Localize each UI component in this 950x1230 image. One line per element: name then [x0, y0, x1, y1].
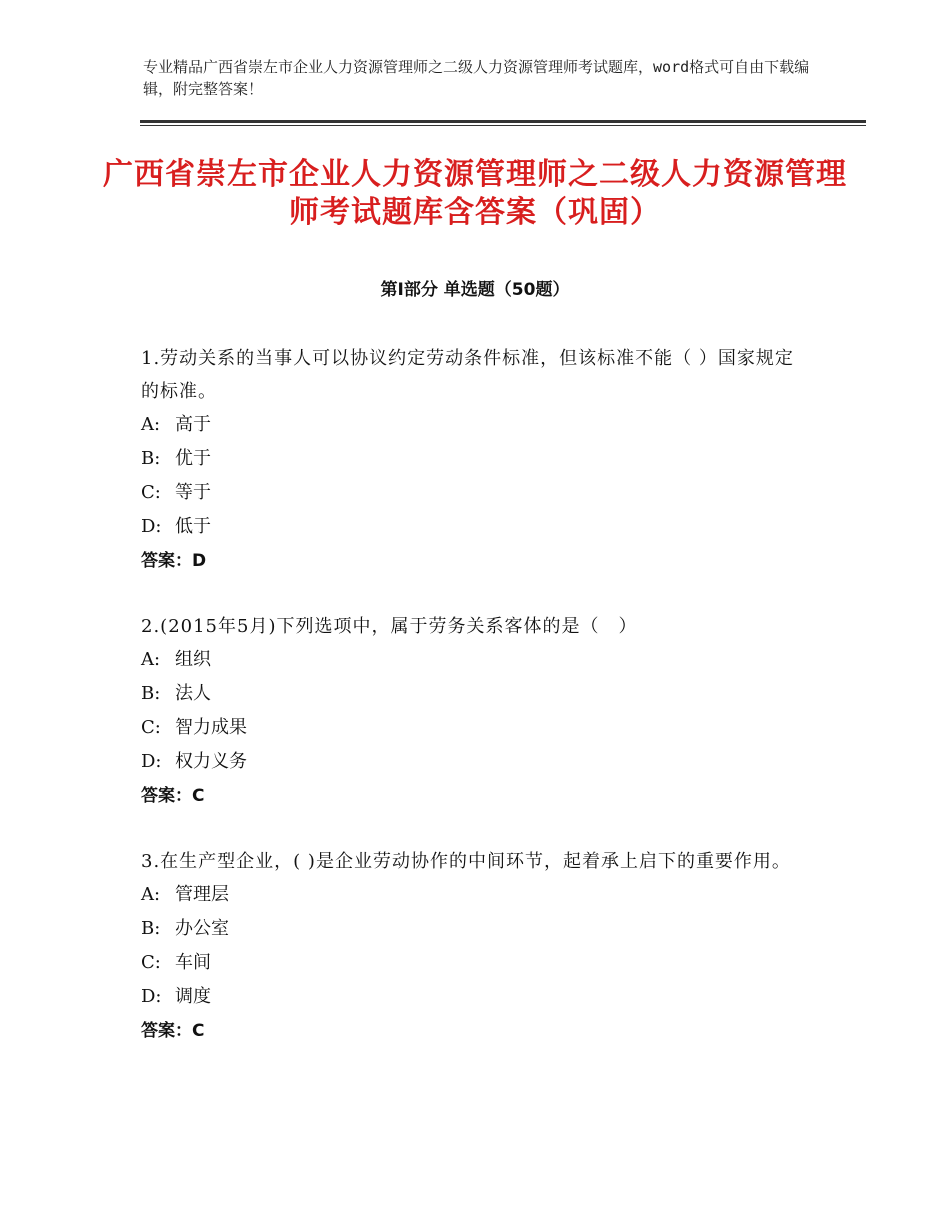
option-text: 权力义务 — [175, 751, 247, 772]
option-text: 法人 — [175, 683, 211, 704]
answer-line — [141, 544, 811, 578]
option-text: 组织 — [175, 649, 211, 670]
option-letter: B: — [141, 448, 161, 469]
option-text: 等于 — [175, 482, 211, 503]
question-stem: 2.(2015年5月)下列选项中，属于劳务关系客体的是（ ） — [141, 616, 638, 637]
option-letter: C: — [141, 482, 161, 503]
question-1 — [141, 342, 811, 578]
document-title: 广西省崇左市企业人力资源管理师之二级人力资源管理师考试题库含答案（巩固） — [103, 157, 847, 230]
option-text: 高于 — [175, 414, 211, 435]
option-text: 车间 — [175, 952, 211, 973]
answer-value: C — [192, 1021, 205, 1041]
answer-prefix: 答案： — [141, 786, 192, 806]
question-stem: 3.在生产型企业，( )是企业劳动协作的中间环节，起着承上启下的重要作用。 — [141, 851, 791, 872]
option-letter: A: — [141, 649, 161, 670]
option-b — [141, 912, 811, 946]
answer-prefix: 答案： — [141, 551, 192, 571]
option-letter: B: — [141, 683, 161, 704]
header-rule-thin — [140, 125, 866, 126]
header-rule-thick — [140, 120, 866, 123]
option-text: 智力成果 — [175, 717, 247, 738]
option-letter: C: — [141, 952, 161, 973]
option-text: 办公室 — [175, 918, 229, 939]
option-text: 优于 — [175, 448, 211, 469]
section-title: 第Ⅰ部分 单选题（50题） — [380, 280, 570, 300]
answer-value: C — [192, 786, 205, 806]
option-b — [141, 442, 811, 476]
option-text: 调度 — [175, 986, 211, 1007]
header-note: 专业精品广西省崇左市企业人力资源管理师之二级人力资源管理师考试题库，word格式可自由下载编辑，附完整答案！ — [143, 58, 810, 98]
option-letter: B: — [141, 918, 161, 939]
option-letter: D: — [141, 516, 162, 537]
option-d — [141, 510, 811, 544]
answer-prefix: 答案： — [141, 1021, 192, 1041]
option-letter: D: — [141, 751, 162, 772]
option-letter: C: — [141, 717, 161, 738]
option-a — [141, 643, 811, 677]
option-text: 管理层 — [175, 884, 229, 905]
option-c — [141, 476, 811, 510]
option-text: 低于 — [175, 516, 211, 537]
option-d — [141, 745, 811, 779]
question-stem: 1.劳动关系的当事人可以协议约定劳动条件标准，但该标准不能（ ）国家规定的标准。 — [141, 348, 794, 402]
question-list — [141, 342, 811, 1080]
option-c — [141, 711, 811, 745]
answer-value: D — [192, 551, 207, 571]
option-a — [141, 408, 811, 442]
question-2 — [141, 610, 811, 813]
answer-line — [141, 1014, 811, 1048]
option-d — [141, 980, 811, 1014]
option-letter: D: — [141, 986, 162, 1007]
option-b — [141, 677, 811, 711]
option-letter: A: — [141, 884, 161, 905]
option-letter: A: — [141, 414, 161, 435]
option-a — [141, 878, 811, 912]
answer-line — [141, 779, 811, 813]
question-3 — [141, 845, 811, 1048]
option-c — [141, 946, 811, 980]
